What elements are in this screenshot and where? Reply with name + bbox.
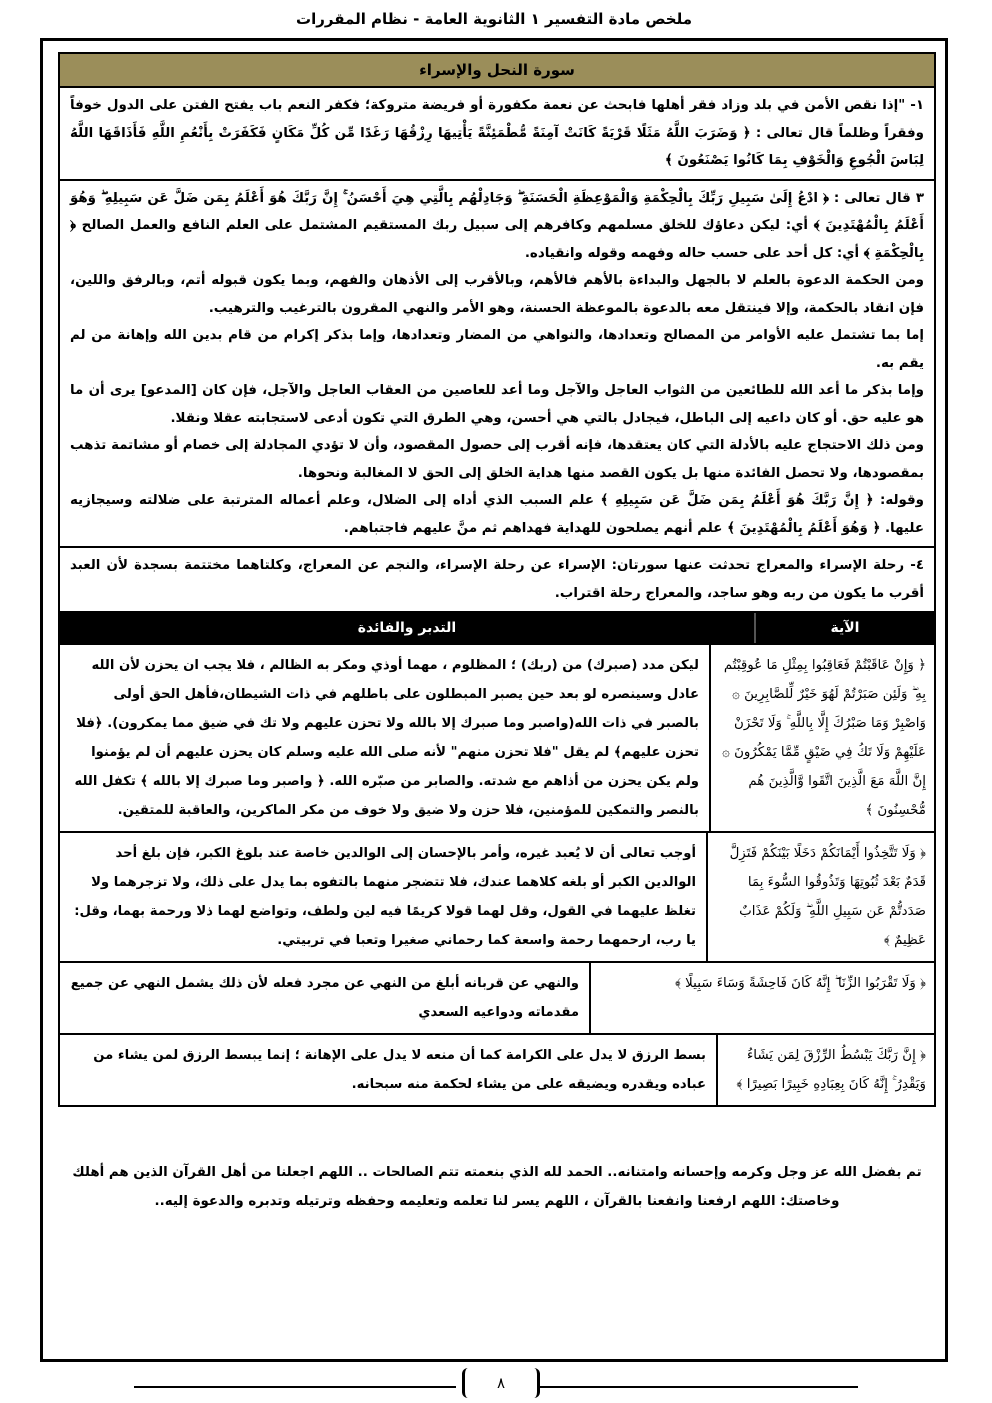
table-row (60, 645, 934, 833)
content-box (58, 52, 936, 1107)
reflection-cell: بسط الرزق لا يدل على الكرامة كما أن منعه لا يدل على الإهانة ؛ إنما يبسط الرزق لمن يشاء من عباده ويقدره ويضيقه على من يشاء لحكمة منه سبحانه. (93, 1048, 706, 1092)
point-3-para: إما بما تشتمل عليه الأوامر من المصالح وتعدادها، والنواهي من المضار وتعدادها، وإما بذكر إكرام من قام بدين الله وإهانة من لم يقم به. (70, 328, 924, 371)
table-row (60, 833, 934, 963)
page-number: ٨ (462, 1368, 540, 1398)
point-1 (60, 88, 934, 181)
table-row (60, 1035, 934, 1105)
point-3-para: وقوله: ﴿ إِنَّ رَبَّكَ هُوَ أَعْلَمُ بِمَن ضَلَّ عَن سَبِيلِهِ ﴾ علم السبب الذي أداه إلى الضلال، وعلم أعماله المترتبة على ضلالته وسيجازيه عليها. ﴿ وَهُوَ أَعْلَمُ بِالْمُهْتَدِينَ ﴾ علم أنهم يصلحون للهداية فهداهم ثم منَّ عليهم فاجتباهم. (70, 493, 924, 536)
column-header-reflection: التدبر والفائدة (357, 620, 457, 636)
point-3-para: ٣ قال تعالى : ﴿ ادْعُ إِلَىٰ سَبِيلِ رَبِّكَ بِالْحِكْمَةِ وَالْمَوْعِظَةِ الْحَسَنَةِ ۖ وَجَادِلْهُم بِالَّتِي هِيَ أَحْسَنُ ۚ إِنَّ رَبَّكَ هُوَ أَعْلَمُ بِمَن ضَلَّ عَن سَبِيلِهِ ۖ وَهُوَ أَعْلَمُ بِالْمُهْتَدِينَ ﴾ أي: ليكن دعاؤك للخلق مسلمهم وكافرهم إلى سبيل ربك المستقيم المشتمل على العلم النافع والعمل الصالح ﴿ بِالْحِكْمَةِ ﴾ أي: كل أحد على حسب حاله وفهمه وقوله وانقياده. (70, 190, 924, 261)
reflection-cell: ليكن مدد (صبرك) من (ربك) ؛ المظلوم ، مهما أوذي ومكر به الظالم ، فلا يجب ان يحزن لأن الله عادل وسينصره لو بعد حين يصبر المبطلون على باطلهم في ذات الشيطان،فأهل الحق أولى بالصبر في ذات الله(واصبر وما صبرك إلا بالله ولا تحزن عليهم ولا تك في ضيق مما يمكرون). ﴿فلا تحزن عليهم﴾ لم يقل "فلا تحزن منهم" لأنه صلى الله عليه وسلم كان يحزن عليهم أن لم يؤمنوا ولم يكن يحزن من أذاهم مع شدته. والصابر من صبّره الله. ﴿ واصبر وما صبرك إلا بالله ﴾ تكفل الله بالنصر والتمكين للمؤمنين، فلا حزن ولا ضيق ولا خوف من مكر الماكرين، والعاقبة للمتقين. (74, 658, 699, 818)
point-1-text: ١- "إذا نقص الأمن في بلد وزاد فقر أهلها فابحث عن نعمة مكفورة أو فريضة متروكة؛ فكفر النعم باب يفتح الفتن على الدول خوفاً وفقراً وظلماً قال تعالى : ﴿ وَضَرَبَ اللَّهُ مَثَلًا قَرْيَةً كَانَتْ آمِنَةً مُّطْمَئِنَّةً يَأْتِيهَا رِزْقُهَا رَغَدًا مِّن كُلِّ مَكَانٍ فَكَفَرَتْ بِأَنْعُمِ اللَّهِ فَأَذَاقَهَا اللَّهُ لِبَاسَ الْجُوعِ وَالْخَوْفِ بِمَا كَانُوا يَصْنَعُونَ ﴾ (70, 98, 924, 168)
section-title: سورة النحل والإسراء (60, 54, 934, 88)
closing-prayer: تم بفضل الله عز وجل وكرمه وإحسانه وامتنانه.. الحمد لله الذي بنعمته تتم الصالحات .. اللهم اجعلنا من أهل القرآن الذين هم أهلك وخاصتك: اللهم ارفعنا وانفعنا بالقرآن ، اللهم يسر لنا تعلمه وتعليمه وحفظه وترتيله وتدبره والدعوة إليه.. (72, 1165, 922, 1209)
reflection-cell: والنهي عن قربانه أبلغ من النهي عن مجرد فعله لأن ذلك يشمل النهي عن جميع مقدماته ودواعيه السعدي (70, 976, 579, 1020)
column-header-verse: الآية (754, 613, 934, 643)
verse-cell: ﴿ وَإِنْ عَاقَبْتُمْ فَعَاقِبُوا بِمِثْلِ مَا عُوقِبْتُم بِهِ ۖ وَلَئِن صَبَرْتُمْ لَهُوَ خَيْرٌ لِّلصَّابِرِينَ ۞ وَاصْبِرْ وَمَا صَبْرُكَ إِلَّا بِاللَّهِ ۚ وَلَا تَحْزَنْ عَلَيْهِمْ وَلَا تَكُ فِي ضَيْقٍ مِّمَّا يَمْكُرُونَ ۞ إِنَّ اللَّهَ مَعَ الَّذِينَ اتَّقَوا وَّالَّذِينَ هُم مُّحْسِنُونَ ﴾ (709, 645, 934, 831)
verse-cell: ﴿ وَلَا تَقْرَبُوا الزِّنَا ۖ إِنَّهُ كَانَ فَاحِشَةً وَسَاءَ سَبِيلًا ﴾ (589, 963, 934, 1033)
footer-rule-left (134, 1386, 456, 1388)
page-header: ملخص مادة التفسير ١ الثانوية العامة - نظام المقررات (296, 10, 692, 28)
footer-rule-right (540, 1386, 858, 1388)
table-header (60, 613, 934, 645)
table-row (60, 963, 934, 1035)
point-3-para: ومن ذلك الاحتجاج عليه بالأدلة التي كان يعتقدها، فإنه أقرب إلى حصول المقصود، وأن لا تؤدي المجادلة إلى خصام أو مشاتمة تذهب بمقصودها، ولا تحصل الفائدة منها بل يكون القصد منها هداية الخلق إلى الحق لا المغالبة ونحوها. (70, 438, 924, 481)
verse-cell: ﴿ إِنَّ رَبَّكَ يَبْسُطُ الرِّزْقَ لِمَن يَشَاءُ وَيَقْدِرُ ۚ إِنَّهُ كَانَ بِعِبَادِهِ خَبِيرًا بَصِيرًا ﴾ (716, 1035, 934, 1105)
point-3-para: ومن الحكمة الدعوة بالعلم لا بالجهل والبداءة بالأهم فالأهم، وبالأقرب إلى الأذهان والفهم، وبما يكون قبوله أتم، وبالرفق واللين، فإن انقاد بالحكمة، وإلا فينتقل معه بالدعوة بالموعظة الحسنة، وهو الأمر والنهي المقرون بالترغيب والترهيب. (70, 273, 924, 316)
point-3 (60, 181, 934, 549)
point-4 (60, 548, 934, 613)
verse-cell: ﴿ وَلَا تَتَّخِذُوا أَيْمَانَكُمْ دَخَلًا بَيْنَكُمْ فَتَزِلَّ قَدَمٌ بَعْدَ ثُبُوتِهَا وَتَذُوقُوا السُّوءَ بِمَا صَدَدتُّمْ عَن سَبِيلِ اللَّهِ ۖ وَلَكُمْ عَذَابٌ عَظِيمٌ ﴾ (706, 833, 934, 961)
point-3-para: وإما بذكر ما أعد الله للطائعين من الثواب العاجل والآجل وما أعد للعاصين من العقاب العاجل والآجل، فإن كان [المدعو] يرى أن ما هو عليه حق. أو كان داعيه إلى الباطل، فيجادل بالتي هي أحسن، وهي الطرق التي تكون أدعى لاستجابته عقلا ونقلا. (70, 383, 924, 426)
point-4-text: ٤- رحلة الإسراء والمعراج تحدثت عنها سورتان: الإسراء عن رحلة الإسراء، والنجم عن المعراج، وكلتاهما مختتمة بسجدة لأن العبد أقرب ما يكون من ربه وهو ساجد، والمعراج رحلة اقتراب. (70, 558, 924, 601)
reflection-cell: أوجب تعالى أن لا يُعبد غيره، وأمر بالإحسان إلى الوالدين خاصة عند بلوغ الكبر، فإن بلغ أحد الوالدين الكبر أو بلغه كلاهما عندك، فلا تتضجر منهما بالتفوه بما يدل على ذلك، ولا تزجرهما ولا تغلظ عليهما في القول، وقل لهما قولا كريمًا فيه لين ولطف، وتواضع لهما ذلا ورحمة بهما، وقل: يا رب، ارحمهما رحمة واسعة كما رحماني صغيرا وتعبا في تربيتي. (74, 846, 696, 948)
